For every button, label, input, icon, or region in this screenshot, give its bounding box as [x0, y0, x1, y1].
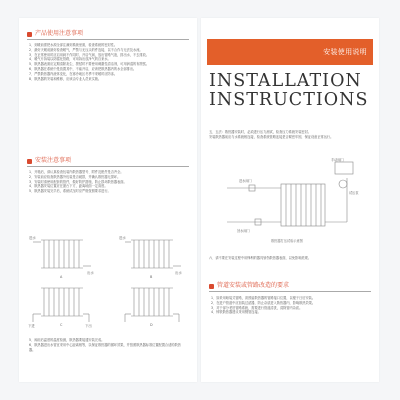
- section-marker-icon: [27, 159, 32, 164]
- label-in-b: 进水: [119, 236, 126, 240]
- radiator-connection-diagrams: [27, 230, 189, 330]
- section2-item: 5、散热器安装完毕后，系统试压时应严格按照要求进行。: [29, 189, 111, 194]
- section1-item: 8、散热器的安装和维修，应该由专业人员来实施。: [29, 76, 102, 81]
- section1-list: [29, 43, 187, 81]
- section1-item: 7、严禁散热器内液体变化，在寒冷地区冬季不采暖时应防冻。: [29, 71, 118, 76]
- label-manual-valve: 手动阀门: [331, 158, 344, 162]
- left-page: [19, 18, 197, 382]
- section1-item: 5、散热器表面应定期清除灰尘，擦拭时不要使用刺激性清洁剂，可用润湿的布擦拭。: [29, 62, 149, 67]
- section2-note: 5、阀前后温度的温度检测，散热器要接通安装完成。: [29, 338, 105, 342]
- section2-item: 2、安装前应检查散热器外包装是否破损，并确认散热器无损坏。: [29, 174, 121, 179]
- intro-paragraphs: [209, 130, 371, 140]
- section2-title: 安装注意事项: [35, 157, 72, 164]
- section2-list: [29, 170, 187, 194]
- section3-item: 1、如采用暗装式管路，须预留散热器的管路接口位置，以便于日后安装。: [211, 296, 316, 300]
- right-page: [201, 18, 379, 382]
- section3-item: 4、铸铁散热器建议采用钢管连接。: [211, 310, 261, 315]
- section-marker-icon: [27, 32, 32, 37]
- label-out-b: 出水: [175, 271, 182, 275]
- section2-item: 4、散热器安装位置应在窗台下方，距离地面一定高度。: [29, 184, 108, 189]
- pressure-test-diagram: [207, 158, 373, 250]
- radiator-diagram-d: [125, 288, 179, 322]
- figure-label-d: D: [150, 323, 153, 327]
- section3-header: [209, 283, 289, 289]
- section2-item: 3、安装时请使用配套的管件，做好防护措施，防止损坏散热器表面。: [29, 179, 127, 184]
- section3-title: 管道安装或管路改造的要求: [217, 282, 290, 289]
- figure-label-b: B: [150, 275, 153, 279]
- section3-item: 2、在进户管道中应加装过滤器，防止杂质进入散热器内，影响散热效果。: [211, 300, 316, 305]
- section1-rule: [27, 39, 189, 40]
- section2-notes: [29, 338, 187, 352]
- section2-rule: [27, 166, 189, 167]
- label-in-a: 进水: [29, 236, 36, 240]
- title-banner: [207, 39, 373, 65]
- diagram-caption: 散热器打压试验示意图: [271, 239, 303, 243]
- section1-item: 1、到暖前需把水源全部注满到系统里面，检查系统的密封性。: [29, 43, 118, 47]
- section1-item: 4、暖气片拆装以防腐化管路，可用拆出放净气的自来水。: [29, 57, 111, 62]
- figure-label-c: C: [60, 323, 63, 327]
- section-marker-icon: [209, 284, 214, 289]
- radiator-diagram-a: [33, 240, 91, 268]
- note-six: 六、请不要在安装过程中用锋利的器具划伤散热器表面，以免影响美观。: [209, 256, 311, 260]
- label-return-valve: 回水阀门: [237, 229, 250, 233]
- label-out-c: 下出: [85, 324, 92, 328]
- radiator-diagram-b: [125, 240, 181, 268]
- section1-header: [27, 31, 83, 37]
- section3-item: 3、对于部分老旧管路系统，需要进行管道清洗，清除管内杂质。: [211, 305, 303, 310]
- section1-item: 6、散热器在系统中是放置其中，不能开启，应该把散热器内的水全部排出。: [29, 66, 137, 71]
- banner-label: 安装使用说明: [323, 48, 367, 56]
- figure-label-a: A: [60, 275, 63, 279]
- label-inlet-valve: 进水阀门: [239, 179, 252, 183]
- paragraph: 五、五法：散热器安装时，必须进行压力测试，检查压力系统安装密封。: [209, 130, 311, 134]
- section1-item: 2、最好天暖前最好检查暖气，严禁与无压头的件连接，以不合作与无法及水流。: [29, 47, 143, 52]
- label-out-a: 出水: [87, 271, 94, 275]
- section3-rule: [209, 291, 371, 292]
- title-line-2: INSTRUCTIONS: [209, 90, 369, 110]
- section1-item: 3、在正常使用时应启用阀不作同时，开启气阀，放出管路气泡，排出水，不去排放。: [29, 52, 149, 57]
- title-line-1: INSTALLATION: [209, 71, 362, 91]
- section1-title: 产品使用注意事项: [35, 30, 84, 37]
- label-in-c: 下进: [28, 324, 35, 328]
- section2-note: 6、散热器进出水管宜采用中心距离相等，以保证散热器的循环效果，并按照散热器标准位置配置合适的散热器。: [29, 342, 181, 352]
- section3-list: [211, 296, 369, 315]
- radiator-diagram-c: [33, 288, 89, 322]
- label-pump: 试压泵: [349, 191, 359, 195]
- section2-header: [27, 158, 71, 164]
- paragraph: 安装散热器前应与水系统相连接，检查系统管路连接是否紧密牢固，保证设备正常运行。: [209, 134, 334, 139]
- section2-item: 1、开箱后，请认真检查包装内散热器型号、附件及配件是否齐全。: [29, 170, 124, 174]
